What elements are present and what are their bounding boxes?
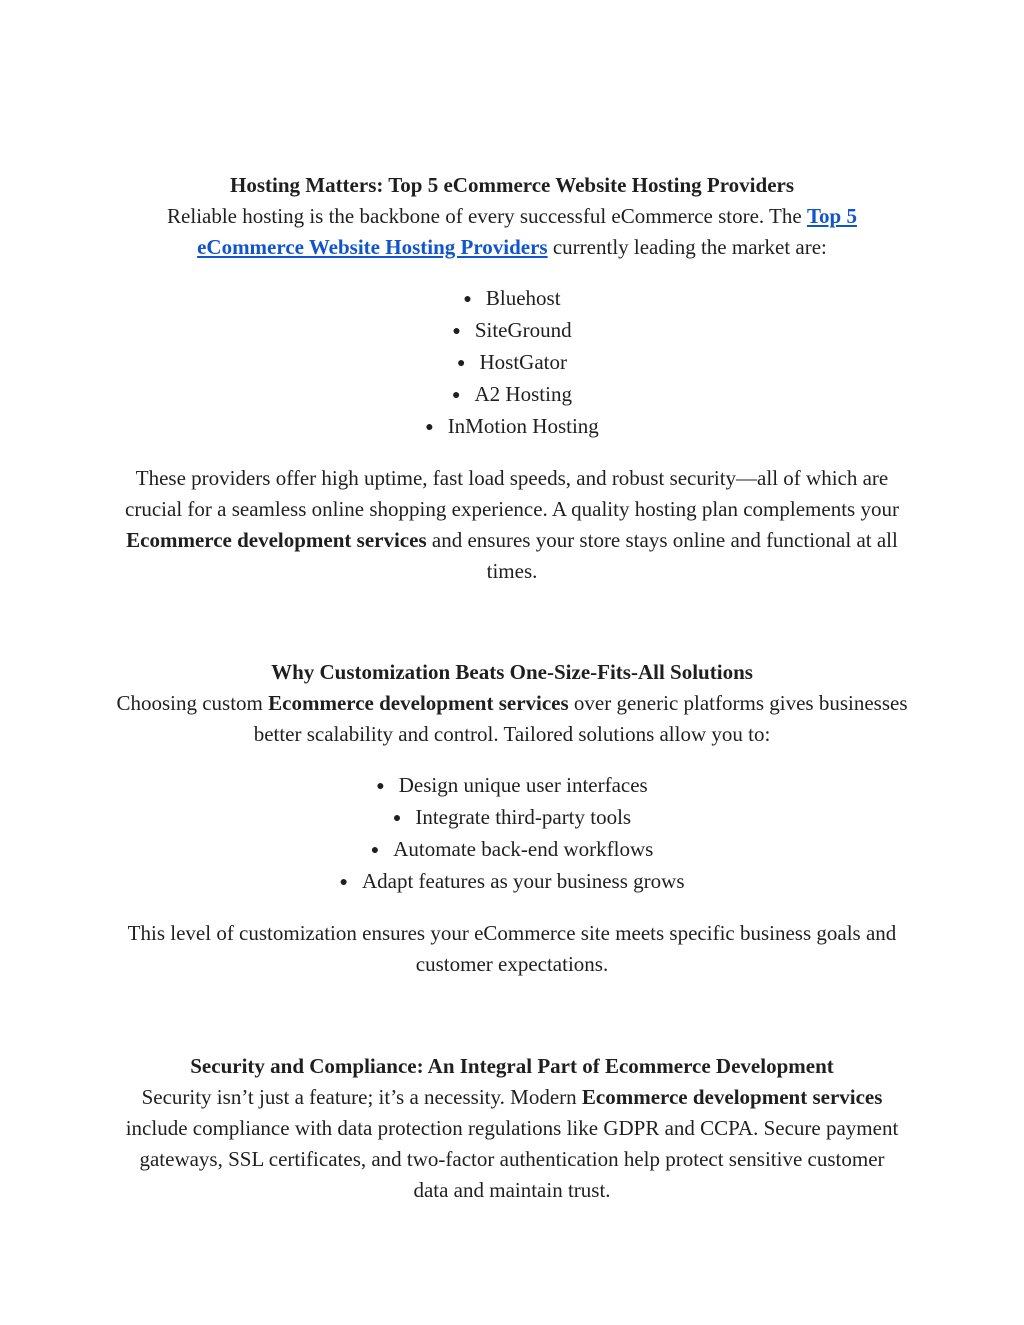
intro-text: Reliable hosting is the backbone of every successful eCommerce store. The xyxy=(167,204,807,228)
customization-benefits-list xyxy=(110,770,914,898)
section-intro xyxy=(110,201,914,263)
bullet-icon: ● xyxy=(376,779,385,794)
section-hosting xyxy=(110,170,914,587)
hosting-providers-link[interactable]: Top 5 eCommerce Website Hosting Providers xyxy=(197,204,857,259)
bullet-icon: ● xyxy=(452,324,461,339)
bullet-icon: ● xyxy=(457,356,466,371)
bullet-icon: ● xyxy=(339,875,348,890)
bullet-icon: ● xyxy=(463,292,472,307)
list-item: ● A2 Hosting xyxy=(110,379,914,411)
section-heading: Hosting Matters: Top 5 eCommerce Website Hosting Providers xyxy=(229,173,795,197)
list-item: ● Bluehost xyxy=(110,283,914,315)
section-closing: These providers offer high uptime, fast load speeds, and robust security—all of which are crucial for a seamless online shopping experience. A quality hosting plan complements your Ecommerce development services and ensures your store stays online and functional at all times. xyxy=(125,466,899,583)
list-item: ● HostGator xyxy=(110,347,914,379)
bold-phrase: Ecommerce development services xyxy=(126,528,427,552)
hosting-providers-list xyxy=(110,283,914,443)
section-customization xyxy=(110,657,914,980)
section-security xyxy=(110,1051,914,1206)
list-item: ● SiteGround xyxy=(110,315,914,347)
section-body: Security isn’t just a feature; it’s a necessity. Modern Ecommerce development services include compliance with data protection regulations like GDPR and CCPA. Secure payment gateways, SSL certificates, and two-factor authentication help protect sensitive customer data and maintain trust. xyxy=(125,1085,899,1202)
list-item: ● Adapt features as your business grows xyxy=(110,866,914,898)
section-heading: Why Customization Beats One-Size-Fits-All Solutions xyxy=(271,660,753,684)
section-closing: This level of customization ensures your eCommerce site meets specific business goals and customer expectations. xyxy=(127,921,897,976)
bullet-icon: ● xyxy=(425,420,434,435)
bullet-icon: ● xyxy=(452,388,461,403)
list-item: ● Integrate third-party tools xyxy=(110,802,914,834)
bullet-icon: ● xyxy=(370,843,380,858)
list-item: ● Automate back-end workflows xyxy=(110,834,914,866)
bold-phrase: Ecommerce development services xyxy=(581,1085,883,1109)
section-intro: Choosing custom Ecommerce development services over generic platforms gives businesses better scalability and control. Tailored solutions allow you to: xyxy=(116,691,908,746)
list-item: ● Design unique user interfaces xyxy=(110,770,914,802)
list-item: ● InMotion Hosting xyxy=(110,411,914,443)
section-heading: Security and Compliance: An Integral Part of Ecommerce Development xyxy=(190,1054,834,1078)
bullet-icon: ● xyxy=(392,811,402,826)
intro-text-end: currently leading the market are: xyxy=(547,235,827,259)
bold-phrase: Ecommerce development services xyxy=(268,691,569,715)
